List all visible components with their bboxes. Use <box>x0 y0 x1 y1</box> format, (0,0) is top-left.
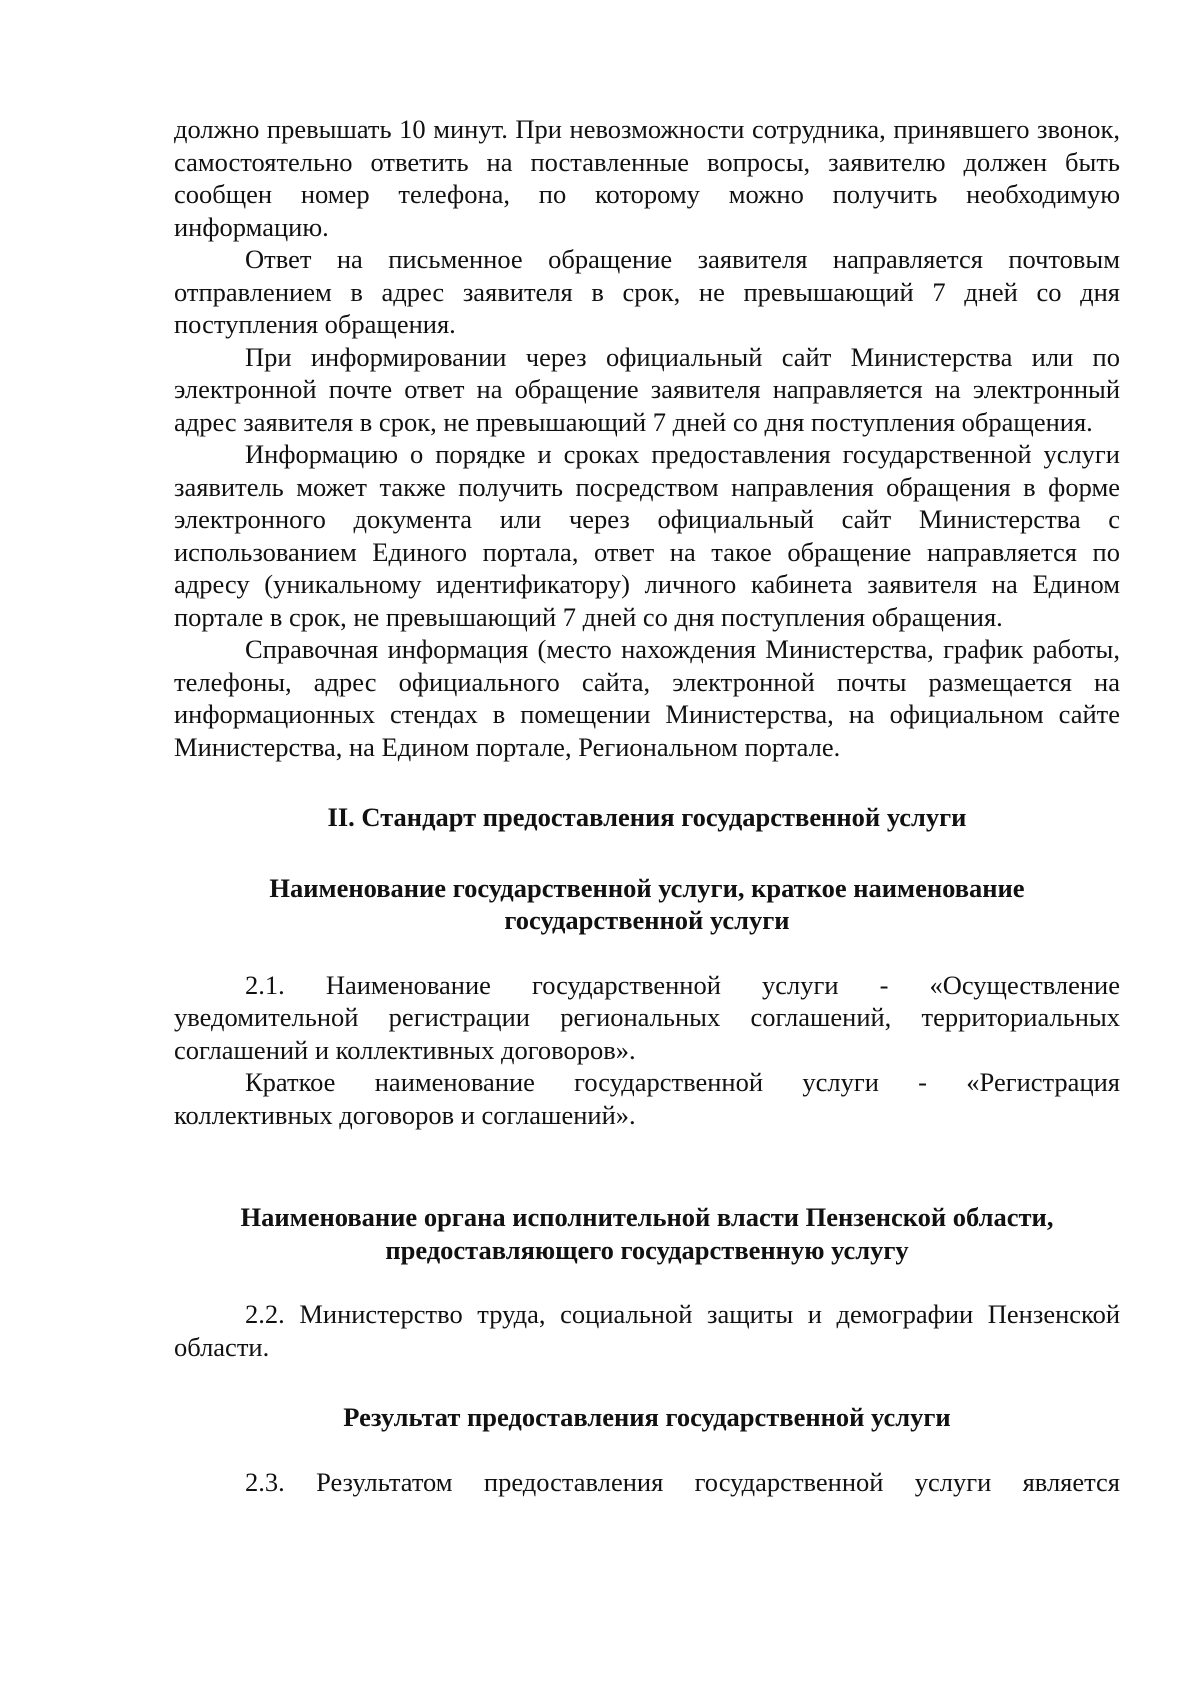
spacer <box>174 763 1120 801</box>
spacer <box>174 1131 1120 1201</box>
spacer <box>174 1434 1120 1466</box>
spacer <box>174 937 1120 969</box>
document-body <box>174 113 1120 1498</box>
paragraph-2-1: 2.1. Наименование государственной услуги - «Осуществление уведомительной регистрации региональных соглашений, территориальных соглашений и коллективных договоров». <box>174 969 1120 1065</box>
result-heading: Результат предоставления государственной услуги <box>343 1402 951 1432</box>
paragraph-short-name: Краткое наименование государственной услуги - «Регистрация коллективных договоров и соглашений». <box>174 1067 1120 1130</box>
organ-heading-line1: Наименование органа исполнительной власти Пензенской области, <box>240 1202 1054 1232</box>
spacer <box>174 1363 1120 1401</box>
service-name-heading-line2: государственной услуги <box>504 905 790 935</box>
paragraph-electronic-document: Информацию о порядке и сроках предоставления государственной услуги заявитель может также получить посредством направления обращения в форме электронного документа или через официальный сайт Министерства с использованием Единого портала, ответ на такое обращение направляется по адресу (уникальному идентификатору) личного кабинета заявителя на Едином портале в срок, не превышающий 7 дней со дня поступления обращения. <box>174 439 1120 632</box>
service-name-heading-line1: Наименование государственной услуги, краткое наименование <box>269 872 1025 903</box>
section-title: II. Стандарт предоставления государственной услуги <box>327 802 967 832</box>
paragraph-2-2: 2.2. Министерство труда, социальной защиты и демографии Пензенской области. <box>174 1299 1120 1362</box>
organ-heading <box>174 1201 1120 1266</box>
paragraph-call-duration: должно превышать 10 минут. При невозможности сотрудника, принявшего звонок, самостоятельно ответить на поставленные вопросы, заявителю должен быть сообщен номер телефона, по которому можно получить необходимую информацию. <box>174 114 1120 242</box>
paragraph-reference-info: Справочная информация (место нахождения Министерства, график работы, телефоны, адрес официального сайта, электронной почты размещается на информационных стендах в помещении Министерства, на официальном сайте Министерства, на Едином портале, Региональном портале. <box>174 634 1120 762</box>
paragraph-website-email: При информировании через официальный сайт Министерства или по электронной почте ответ на обращение заявителя направляется на электронный адрес заявителя в срок, не превышающий 7 дней со дня поступления обращения. <box>174 341 1120 437</box>
spacer <box>174 834 1120 872</box>
organ-heading-line2: предоставляющего государственную услугу <box>385 1234 909 1265</box>
paragraph-written-response: Ответ на письменное обращение заявителя направляется почтовым отправлением в адрес заявителя в срок, не превышающий 7 дней со дня поступления обращения. <box>174 244 1120 339</box>
service-name-heading <box>174 872 1120 937</box>
paragraph-2-3: 2.3. Результатом предоставления государственной услуги является <box>245 1466 1120 1497</box>
spacer <box>174 1266 1120 1298</box>
